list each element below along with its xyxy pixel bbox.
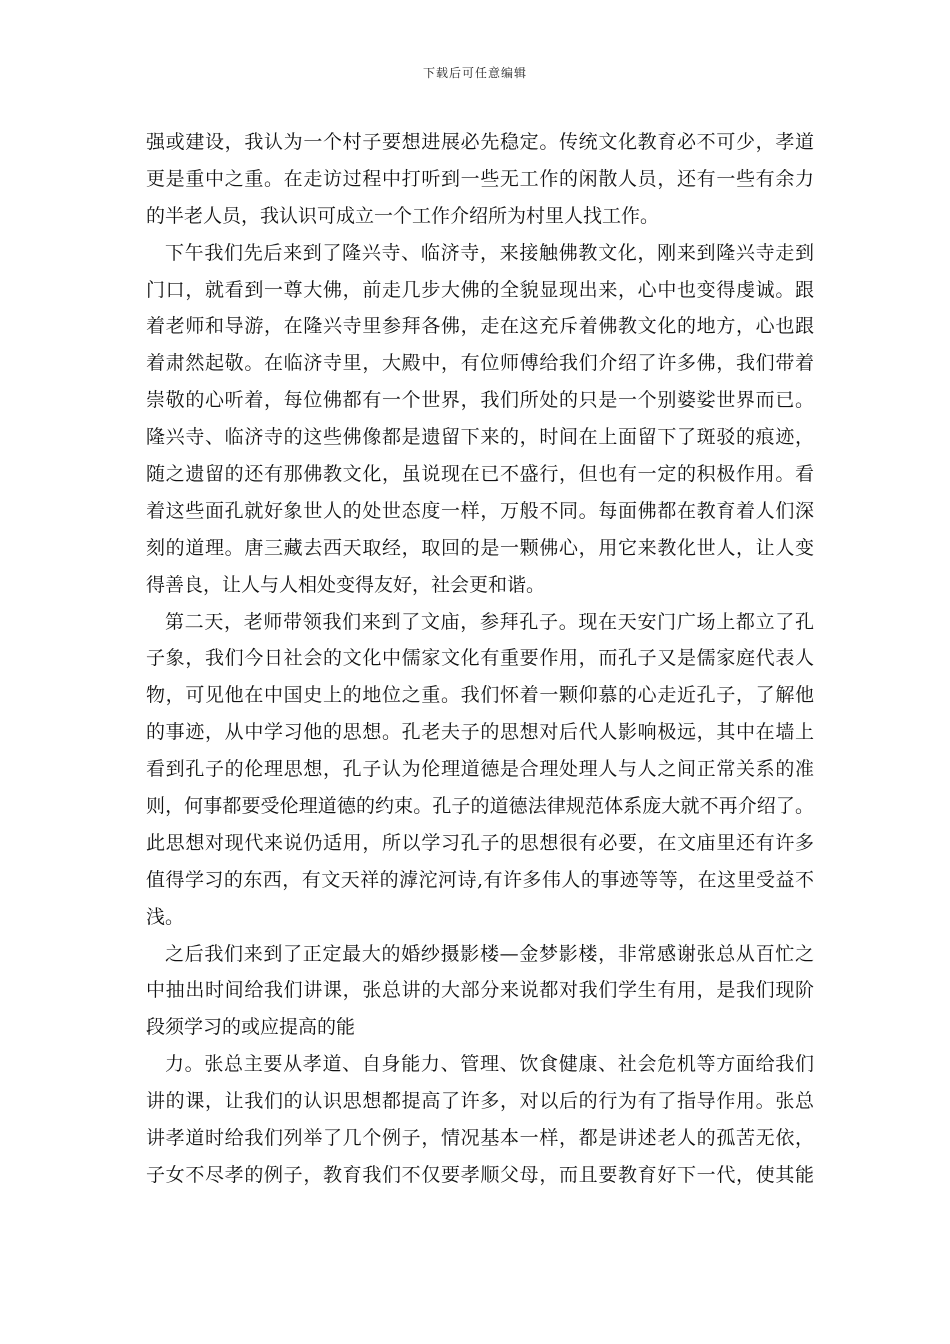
text-line: 的半老人员，我认识可成立一个工作介绍所为村里人找工作。 [146, 204, 660, 227]
text-line: 门口，就看到一尊大佛，前走几步大佛的全貌显现出来，心中也变得虔诚。跟 [146, 278, 814, 301]
text-line: 着老师和导游，在隆兴寺里参拜各佛，走在这充斥着佛教文化的地方，心也跟 [146, 315, 814, 338]
text-line: 得善良，让人与人相处变得友好，社会更和谐。 [146, 573, 546, 596]
text-line: 浅。 [146, 905, 185, 928]
text-line: 讲孝道时给我们列举了几个例子，情况基本一样，都是讲述老人的孤苦无依， [146, 1127, 814, 1150]
page-header: 下载后可任意编辑 [422, 66, 527, 80]
text-line: 第二天，老师带领我们来到了文庙，参拜孔子。现在天安门广场上都立了孔 [165, 610, 814, 633]
text-line: 子女不尽孝的例子，教育我们不仅要孝顺父母，而且要教育好下一代，使其能 [146, 1163, 814, 1186]
text-line: 值得学习的东西，有文天祥的滹沱河诗,有许多伟人的事迹等等，在这里受益不 [146, 868, 814, 891]
text-line: 刻的道理。唐三藏去西天取经，取回的是一颗佛心，用它来教化世人，让人变 [146, 536, 814, 559]
text-line: 物，可见他在中国史上的地位之重。我们怀着一颗仰慕的心走近孔子，了解他 [146, 684, 814, 707]
text-line: 看到孔子的伦理思想，孔子认为伦理道德是合理处理人与人之间正常关系的准 [146, 758, 814, 781]
text-line: 力。张总主要从孝道、自身能力、管理、饮食健康、社会危机等方面给我们 [165, 1053, 814, 1076]
document-body [146, 124, 814, 1194]
text-line: 着这些面孔就好象世人的处世态度一样，万般不同。每面佛都在教育着人们深 [146, 499, 814, 522]
text-line: 则，何事都要受伦理道德的约束。孔子的道德法律规范体系庞大就不再介绍了。 [146, 795, 814, 818]
text-line: 讲的课，让我们的认识思想都提高了许多，对以后的行为有了指导作用。张总 [146, 1090, 814, 1113]
text-line: 中抽出时间给我们讲课，张总讲的大部分来说都对我们学生有用，是我们现阶 [146, 979, 814, 1002]
text-line: 随之遗留的还有那佛教文化，虽说现在已不盛行，但也有一定的积极作用。看 [146, 463, 814, 486]
text-line: 强或建设，我认为一个村子要想进展必先稳定。传统文化教育必不可少，孝道 [146, 131, 814, 153]
text-line: 此思想对现代来说仍适用，所以学习孔子的思想很有必要，在文庙里还有许多 [146, 831, 814, 854]
text-line: 之后我们来到了正定最大的婚纱摄影楼—金梦影楼，非常感谢张总从百忙之 [165, 942, 814, 965]
text-line: 的事迹，从中学习他的思想。孔老夫子的思想对后代人影响极远，其中在墙上 [146, 721, 814, 744]
text-line: 崇敬的心听着，每位佛都有一个世界，我们所处的只是一个别婆娑世界而已。 [146, 389, 814, 412]
text-line: 子象，我们今日社会的文化中儒家文化有重要作用，而孔子又是儒家庭代表人 [146, 647, 814, 670]
text-line: 隆兴寺、临济寺的这些佛像都是遗留下来的，时间在上面留下了斑驳的痕迹， [146, 426, 814, 449]
text-line: 更是重中之重。在走访过程中打听到一些无工作的闲散人员，还有一些有余力 [146, 167, 814, 190]
text-line: 着肃然起敬。在临济寺里，大殿中，有位师傅给我们介绍了许多佛，我们带着 [146, 352, 814, 375]
text-line: 段须学习的或应提高的能 [146, 1016, 356, 1039]
text-line: 下午我们先后来到了隆兴寺、临济寺，来接触佛教文化，刚来到隆兴寺走到 [165, 241, 814, 264]
